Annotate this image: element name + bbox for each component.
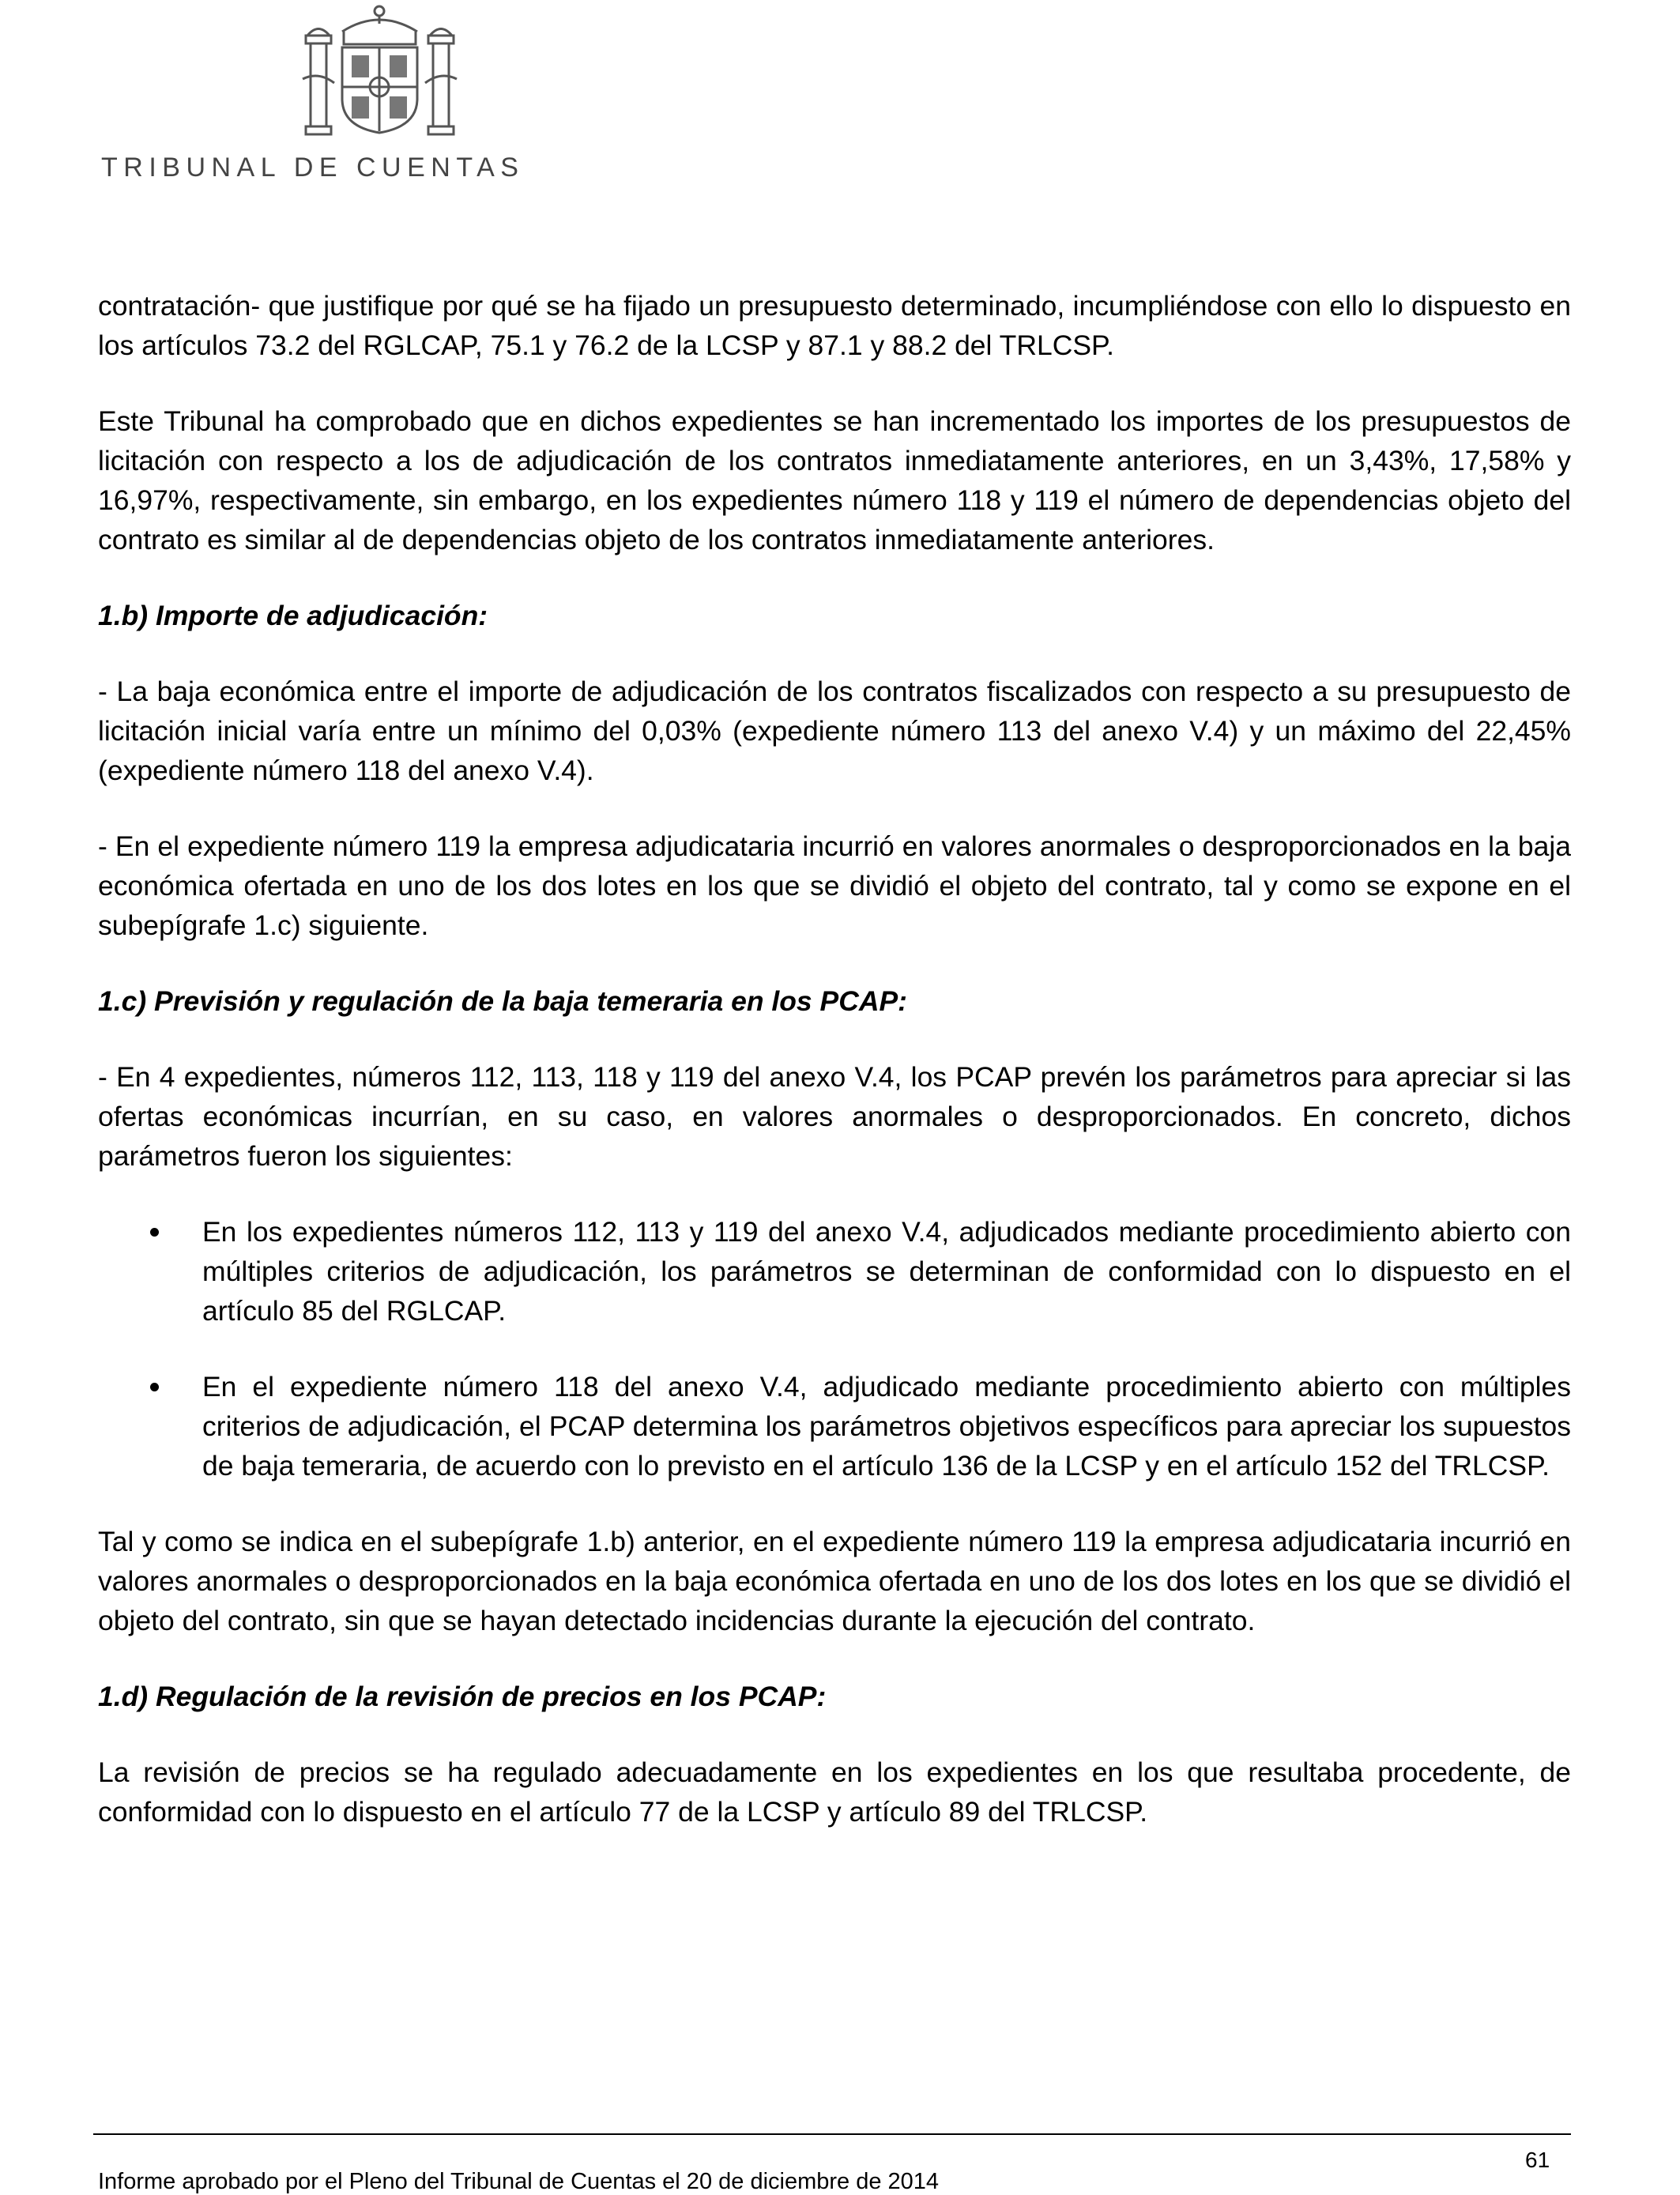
paragraph: - En 4 expedientes, números 112, 113, 118 y 119 del anexo V.4, los PCAP prevén los parámetros para apreciar si las ofertas económicas incurrían, en su caso, en valores anormales o desproporcionados. En concreto, dichos parámetros fueron los siguientes: (98, 1061, 1571, 1172)
section-heading-1c: 1.c) Previsión y regulación de la baja temeraria en los PCAP: (98, 985, 907, 1017)
section-heading-1d: 1.d) Regulación de la revisión de precios en los PCAP: (98, 1681, 827, 1712)
paragraph: Este Tribunal ha comprobado que en dichos expedientes se han incrementado los importes de los presupuestos de licitación con respecto a los de adjudicación de los contratos inmediatamente anteriores, en un 3,43%, 17,58% y 16,97%, respectivamente, sin embargo, en los expedientes número 118 y 119 el número de dependencias objeto del contrato es similar al de dependencias objeto de los contratos inmediatamente anteriores. (98, 405, 1571, 555)
bullet-icon (150, 1228, 159, 1237)
bullet-icon (150, 1383, 159, 1391)
coat-of-arms-logo (255, 0, 504, 138)
list-item-text: En los expedientes números 112, 113 y 119 del anexo V.4, adjudicados mediante procedimiento abierto con múltiples criterios de adjudicación, los parámetros se determinan de conformidad con lo dispuesto en el artículo 85 del RGLCAP. (202, 1216, 1571, 1327)
document-body (98, 286, 1571, 1868)
list-item (98, 1367, 1571, 1485)
footer-text: Informe aprobado por el Pleno del Tribunal de Cuentas el 20 de diciembre de 2014 (98, 2169, 940, 2194)
footer-divider (93, 2133, 1571, 2135)
page-number: 61 (1525, 2148, 1550, 2172)
paragraph: contratación- que justifique por qué se ha fijado un presupuesto determinado, incumpliéndose con ello lo dispuesto en los artículos 73.2 del RGLCAP, 75.1 y 76.2 de la LCSP y 87.1 y 88.2 del TRLCSP. (98, 290, 1571, 361)
list-item-text: En el expediente número 118 del anexo V.4, adjudicado mediante procedimiento abierto con múltiples criterios de adjudicación, el PCAP determina los parámetros objetivos específicos para apreciar los supuestos de baja temeraria, de acuerdo con lo previsto en el artículo 136 de la LCSP y en el artículo 152 del TRLCSP. (202, 1371, 1571, 1482)
bullet-list (98, 1212, 1571, 1485)
list-item (98, 1212, 1571, 1331)
paragraph: Tal y como se indica en el subepígrafe 1.b) anterior, en el expediente número 119 la empresa adjudicataria incurrió en valores anormales o desproporcionados en la baja económica ofertada en uno de los dos lotes en los que se dividió el objeto del contrato, sin que se hayan detectado incidencias durante la ejecución del contrato. (98, 1526, 1571, 1636)
page-header (101, 0, 544, 198)
organization-name: TRIBUNAL DE CUENTAS (101, 152, 525, 183)
section-heading-1b: 1.b) Importe de adjudicación: (98, 600, 488, 631)
paragraph: - En el expediente número 119 la empresa adjudicataria incurrió en valores anormales o desproporcionados en la baja económica ofertada en uno de los dos lotes en los que se dividió el objeto del contrato, tal y como se expone en el subepígrafe 1.c) siguiente. (98, 830, 1571, 941)
paragraph: La revisión de precios se ha regulado adecuadamente en los expedientes en los que resultaba procedente, de conformidad con lo dispuesto en el artículo 77 de la LCSP y artículo 89 del TRLCSP. (98, 1756, 1571, 1828)
paragraph: - La baja económica entre el importe de adjudicación de los contratos fiscalizados con respecto a su presupuesto de licitación inicial varía entre un mínimo del 0,03% (expediente número 113 del anexo V.4) y un máximo del 22,45% (expediente número 118 del anexo V.4). (98, 676, 1571, 786)
